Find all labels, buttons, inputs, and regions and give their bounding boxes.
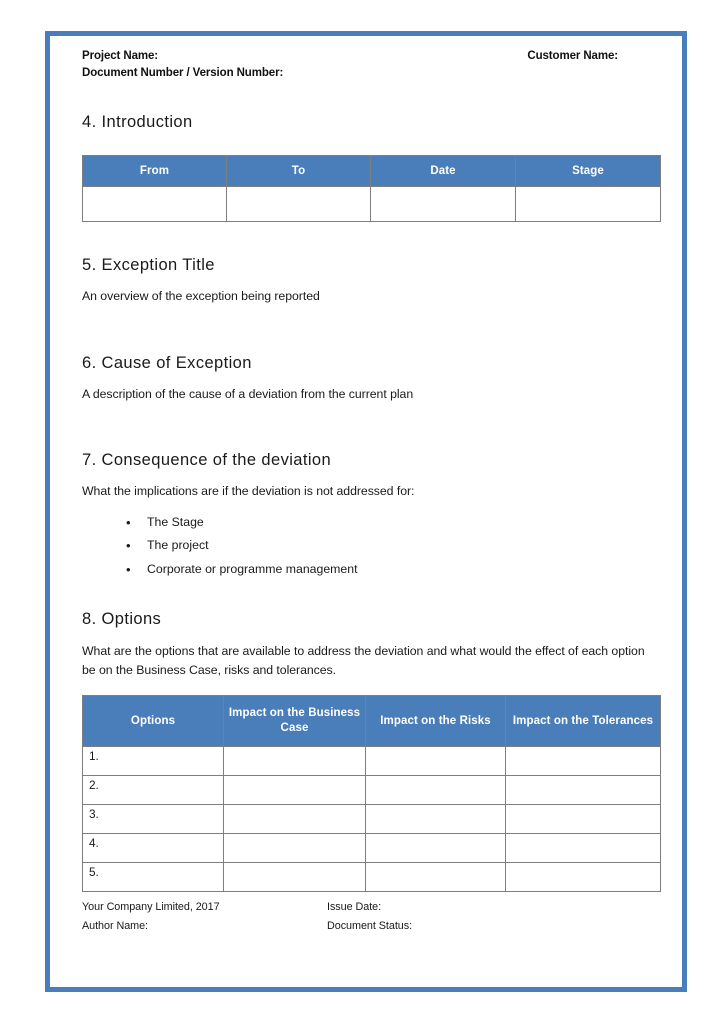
list-item: • The project (126, 534, 660, 558)
cell-option-number[interactable]: 1. (83, 747, 224, 776)
introduction-table (82, 155, 661, 222)
header-left-block (82, 48, 283, 82)
text-consequence: What the implications are if the deviation is not addressed for: (82, 484, 415, 498)
cell-stage[interactable] (516, 187, 661, 222)
cell-impact-tolerances[interactable] (506, 834, 661, 863)
cell-impact-tolerances[interactable] (506, 747, 661, 776)
heading-introduction: 4. Introduction (82, 113, 193, 131)
heading-options: 8. Options (82, 610, 162, 628)
text-options: What are the options that are available to address the deviation and what would the effect of each option be on the Business Case, risks and tolerances. (82, 644, 645, 677)
table-row (83, 187, 661, 222)
cell-impact-risks[interactable] (366, 834, 506, 863)
cell-impact-business-case[interactable] (224, 863, 366, 892)
cell-date[interactable] (371, 187, 516, 222)
column-header-impact-business-case: Impact on the Business Case (224, 696, 366, 747)
text-exception-title: An overview of the exception being reported (82, 289, 320, 303)
column-header-from: From (83, 156, 227, 187)
heading-cause-of-exception: 6. Cause of Exception (82, 353, 252, 372)
column-header-impact-risks: Impact on the Risks (366, 696, 506, 747)
cell-impact-risks[interactable] (366, 747, 506, 776)
options-table (82, 695, 661, 892)
cell-from[interactable] (83, 187, 227, 222)
table-row (83, 834, 661, 863)
table-row (83, 863, 661, 892)
cell-option-number[interactable]: 3. (83, 805, 224, 834)
table-row (83, 776, 661, 805)
consequence-bullet-list (82, 511, 660, 582)
heading-exception-title: 5. Exception Title (82, 256, 215, 274)
cell-impact-business-case[interactable] (224, 805, 366, 834)
document-footer (82, 901, 660, 943)
list-item: • Corporate or programme management (126, 558, 660, 582)
list-item: • The Stage (126, 511, 660, 535)
table-row (83, 805, 661, 834)
text-cause-of-exception: A description of the cause of a deviation from the current plan (82, 386, 414, 401)
footer-row-bottom (82, 920, 660, 939)
cell-option-number[interactable]: 5. (83, 863, 224, 892)
cell-impact-business-case[interactable] (224, 834, 366, 863)
column-header-impact-tolerances: Impact on the Tolerances (506, 696, 661, 747)
table-header-row (83, 156, 661, 187)
footer-company: Your Company Limited, 2017 (82, 901, 220, 913)
footer-row-top (82, 901, 660, 920)
cell-impact-business-case[interactable] (224, 747, 366, 776)
cell-impact-tolerances[interactable] (506, 776, 661, 805)
cell-impact-business-case[interactable] (224, 776, 366, 805)
cell-impact-tolerances[interactable] (506, 805, 661, 834)
column-header-stage: Stage (516, 156, 661, 187)
column-header-date: Date (371, 156, 516, 187)
table-row (83, 747, 661, 776)
cell-impact-risks[interactable] (366, 805, 506, 834)
project-name-label: Project Name: (82, 50, 159, 62)
cell-option-number[interactable]: 4. (83, 834, 224, 863)
cell-impact-tolerances[interactable] (506, 863, 661, 892)
cell-to[interactable] (227, 187, 371, 222)
document-body (82, 112, 660, 892)
footer-document-status-label: Document Status: (327, 920, 413, 932)
customer-name-label: Customer Name: (527, 50, 618, 62)
cell-option-number[interactable]: 2. (83, 776, 224, 805)
cell-impact-risks[interactable] (366, 863, 506, 892)
document-number-label: Document Number / Version Number: (82, 67, 284, 79)
table-header-row (83, 696, 661, 747)
document-header (82, 48, 662, 90)
column-header-options: Options (83, 696, 224, 747)
column-header-to: To (227, 156, 371, 187)
footer-issue-date-label: Issue Date: (327, 901, 382, 913)
document-page (45, 31, 687, 992)
cell-impact-risks[interactable] (366, 776, 506, 805)
footer-author-label: Author Name: (82, 920, 149, 932)
heading-consequence: 7. Consequence of the deviation (82, 451, 332, 469)
